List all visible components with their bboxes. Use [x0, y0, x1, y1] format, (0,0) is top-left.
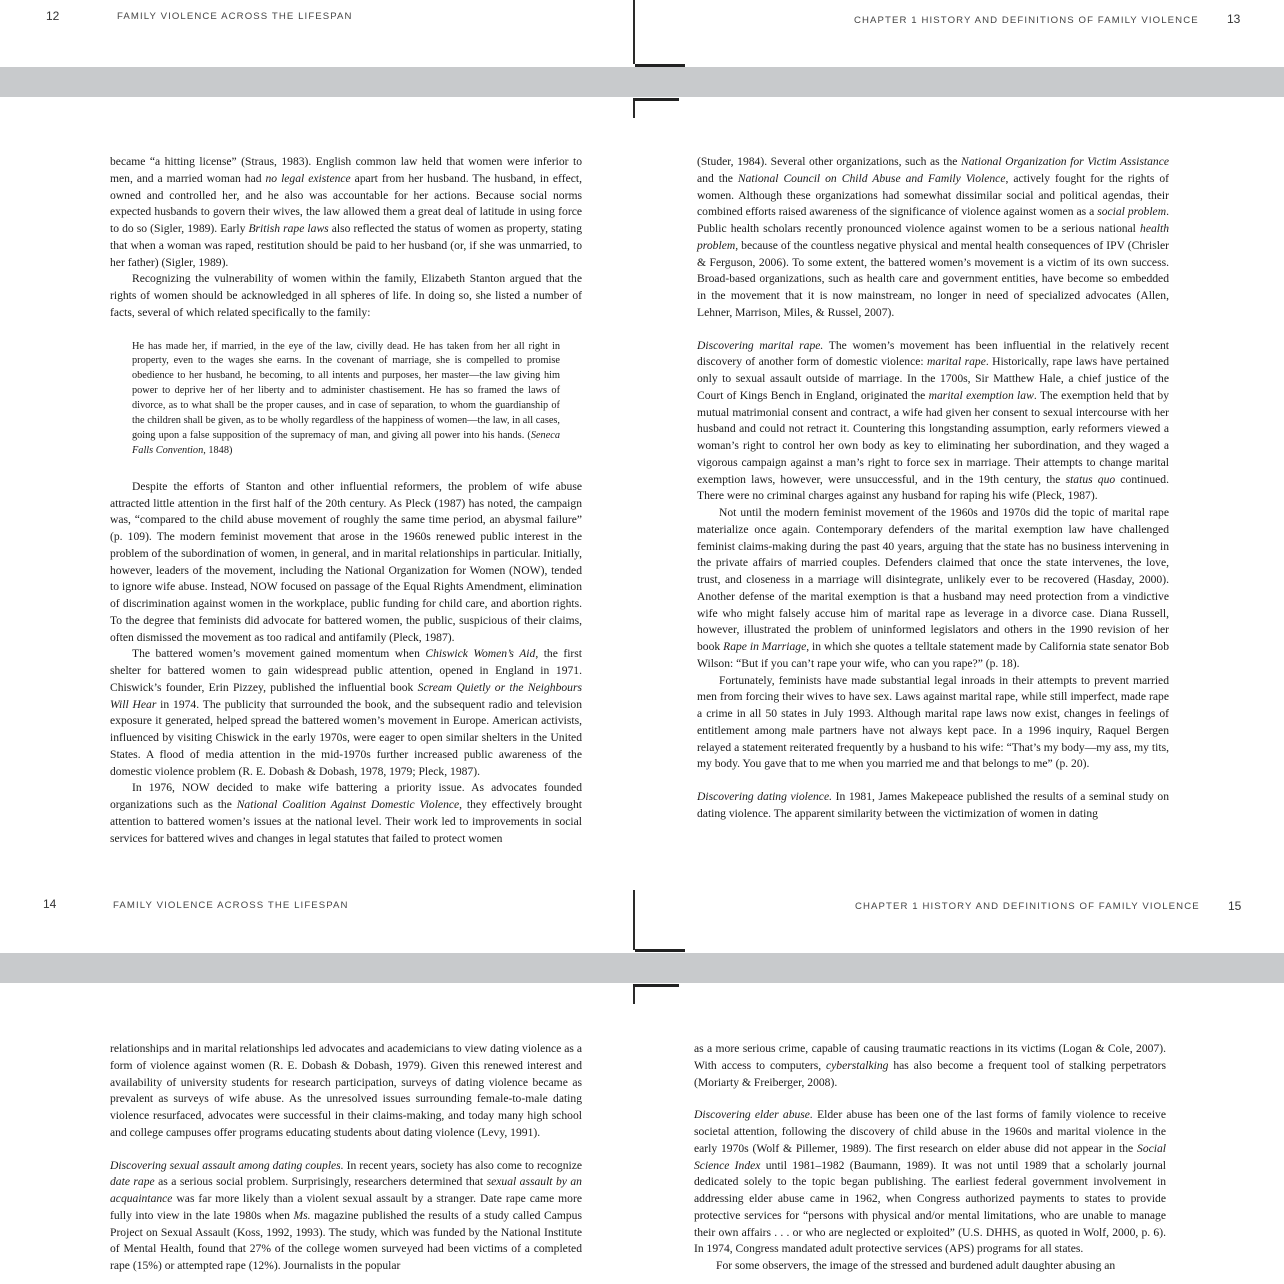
body-paragraph: Discovering sexual assault among dating couples. In recent years, society has also come to recognize date rape as a serious social problem. Surprisingly, researchers determined that sexual assault by an acquaintance was far more likely than a violent sexual assault by a stranger. Date rape came more fully into view in the late 1980s when Ms. magazine published the results of a study called Campus Project on Sexual Assault (Koss, 1992, 1993). The study, which was funded by the National Institute of Mental Health, found that 27% of the college women surveyed had been victims of a completed rape (15%) or attempted rape (12%). Journalists in the popular: [110, 1158, 583, 1272]
body-paragraph: In 1976, NOW decided to make wife battering a priority issue. As advocates founded organizations such as the National Coalition Against Domestic Violence, they effectively brought attention to battered women’s issues at the national level. Their work led to improvements in social services for battered wives and changes in legal statutes that failed to protect women: [110, 781, 582, 845]
body-paragraph: Recognizing the vulnerability of women within the family, Elizabeth Stanton argued that the rights of women should be acknowledged in all spheres of life. In doing so, she listed a number of facts, several of which related specifically to the family:: [110, 272, 582, 319]
page-number: 13: [1227, 12, 1241, 26]
page-number: 14: [43, 897, 57, 911]
page-15-body: [694, 1041, 1166, 1275]
body-paragraph: became “a hitting license” (Straus, 1983). English common law held that women were inferior to men, and a married woman had no legal existence apart from her husband. The husband, in effect, owned and controlled her, and he also was accountable for her actions. Because social norms expected husbands to govern their wives, the law allowed them a great deal of latitude in using force to do so (Sigler, 1989). Early British rape laws also reflected the status of women as property, stating that when a woman was raped, restitution should be paid to her husband (or, if she was unmarried, to her father) (Sigler, 1989).: [110, 155, 582, 269]
running-head: FAMILY VIOLENCE ACROSS THE LIFESPAN: [117, 11, 353, 22]
gutter-mark: [633, 98, 679, 101]
body-paragraph: Fortunately, feminists have made substantial legal inroads in their attempts to prevent married men from forcing their wives to have sex. Laws against marital rape, while still imperfect, made rape a crime in all 50 states in July 1993. Although marital rape laws now exist, changes in feelings of entitlement among male partners have not always kept pace. In a 1996 inquiry, Raquel Bergen relayed a statement reiterated frequently by a husband to his wife: “That’s my body—my ass, my tits, my body. You gave that to me when you married me and that belongs to me” (p. 20).: [697, 673, 1169, 771]
running-head: CHAPTER 1 HISTORY AND DEFINITIONS OF FAMILY VIOLENCE: [854, 15, 1199, 26]
body-paragraph: For some observers, the image of the stressed and burdened adult daughter abusing an: [716, 1259, 1116, 1272]
gutter-mark: [633, 984, 679, 987]
body-paragraph: relationships and in marital relationships led advocates and academicians to view dating violence as a form of violence against women (R. E. Dobash & Dobash, 1979). Given this renewed interest and availability of university students for research participation, surveys of dating violence became as prevalent as surveys of wife abuse. As the unresolved issues surrounding female-to-male dating violence resurfaced, advocates were successful in their claims-making, and today many high school and college campuses offer programs educating students about dating violence (Levy, 1991).: [110, 1042, 582, 1139]
gutter-mark: [635, 949, 685, 952]
body-paragraph: (Studer, 1984). Several other organizations, such as the National Organization for Victim Assistance and the National Council on Child Abuse and Family Violence, actively fought for the rights of women. Although these organizations had somewhat dissimilar social and political agendas, their combined efforts raised awareness of the significance of violence against women as a social problem. Public health scholars recently pronounced violence against women to be a serious national health problem, because of the countless negative physical and mental health consequences of IPV (Chrisler & Ferguson, 2006). To some extent, the battered women’s movement is a victim of its own success. Broad-based organizations, such as health care and government entities, have become so embedded in the movement that it is now mainstream, no longer in need of specialized advocates (Allen, Lehner, Marrison, Miles, & Russel, 2007).: [697, 155, 1169, 319]
page-14-body: [110, 1041, 582, 1275]
block-quote: He has made her, if married, in the eye of the law, civilly dead. He has taken from her all right in property, even to the wages she earns. In the covenant of marriage, she is compelled to promise obedience to her husband, he becoming, to all intents and purposes, her master—the law giving him power to deprive her of her liberty and to administer chastisement. He has so framed the laws of divorce, as to what shall be the proper causes, and in case of separation, to whom the guardianship of the children shall be given, as to be wholly regardless of the happiness of women—the law, in all cases, going upon a false supposition of the supremacy of man, and giving all power into his hands. (Seneca Falls Convention, 1848): [132, 340, 560, 456]
page-number: 12: [46, 9, 60, 23]
body-paragraph: as a more serious crime, capable of causing traumatic reactions in its victims (Logan & Cole, 2007). With access to computers, cyberstalking has also become a frequent tool of stalking perpetrators (Moriarty & Freiberger, 2008).: [694, 1042, 1166, 1089]
binding-gutter: [633, 0, 635, 64]
page-12-body: [110, 154, 582, 847]
body-paragraph: Discovering elder abuse. Elder abuse has been one of the last forms of family violence to receive societal attention, following the discovery of child abuse in the 1960s and marital violence in the early 1970s (Wolf & Pillemer, 1989). The first research on elder abuse did not appear in the Social Science Index until 1981–1982 (Baumann, 1989). It was not until 1989 that a scholarly journal dedicated solely to the topic began publishing. The earliest federal government involvement in addressing elder abuse came in 1962, when Congress authorized payments to states to provide protective services for “persons with physical and/or mental limitations, who are unable to manage their own affairs . . . or who are neglected or exploited” (U.S. DHHS, as quoted in Wolf, 2000, p. 6). In 1974, Congress mandated adult protective services (APS) programs for all states.: [694, 1108, 1166, 1256]
page-13-body: [697, 154, 1169, 823]
body-paragraph: Despite the efforts of Stanton and other influential reformers, the problem of wife abuse attracted little attention in the first half of the 20th century. As Pleck (1987) has noted, the campaign was, “compared to the child abuse movement of roughly the same time period, an abysmal failure” (p. 109). The modern feminist movement that arose in the 1960s renewed public interest in the problem of the subordination of women, in general, and in marital relationships in particular. Initially, however, leaders of the movement, including the National Organization for Women (NOW), tended to ignore wife abuse. Instead, NOW focused on passage of the Equal Rights Amendment, elimination of discrimination against women in the workplace, public funding for child care, and abortion rights. To the degree that feminists did advocate for battered women, the public, suspicious of their claims, often dismissed the movement as too radical and antifamily (Pleck, 1987).: [110, 479, 582, 644]
page-number: 15: [1228, 899, 1242, 913]
binding-gutter: [633, 890, 635, 950]
body-paragraph: The battered women’s movement gained momentum when Chiswick Women’s Aid, the first shelter for battered women to gain widespread public attention, opened in England in 1971. Chiswick’s founder, Erin Pizzey, published the influential book Scream Quietly or the Neighbours Will Hear in 1974. The publicity that surrounded the book, and the subsequent radio and television exposure it generated, helped spread the battered women’s movement in Europe. American activists, influenced by visiting Chiswick in the early 1970s, were eager to open similar shelters in the United States. A flood of media attention in the mid-1970s further increased public awareness of the domestic violence problem (R. E. Dobash & Dobash, 1978, 1979; Pleck, 1987).: [110, 647, 583, 778]
scan-band: [0, 953, 1284, 983]
running-head: FAMILY VIOLENCE ACROSS THE LIFESPAN: [113, 900, 349, 911]
binding-gutter: [633, 984, 635, 1004]
body-paragraph: Discovering dating violence. In 1981, James Makepeace published the results of a seminal study on dating violence. The apparent similarity between the victimization of women in dating: [697, 790, 1169, 820]
scan-band: [0, 67, 1284, 97]
body-paragraph: Discovering marital rape. The women’s movement has been influential in the relatively recent discovery of another form of domestic violence: marital rape. Historically, rape laws have pertained only to sexual assault outside of marriage. In the 1700s, Sir Matthew Hale, a chief justice of the Court of Kings Bench in England, originated the marital exemption law. The exemption held that by mutual matrimonial consent and contract, a wife had given her consent to sexual intercourse with her husband and could not retract it. Countering this longstanding assumption, early reformers viewed a woman’s right to control her own body as key to eliminating her subordination, and they waged a vigorous campaign against a man’s right to force sex in marriage. Their attempts to change marital exemption laws, however, were unsuccessful, and in the 19th century, the status quo continued. There were no criminal charges against any husband for raping his wife (Pleck, 1987).: [697, 338, 1169, 503]
gutter-mark: [635, 64, 685, 67]
running-head: CHAPTER 1 HISTORY AND DEFINITIONS OF FAMILY VIOLENCE: [855, 901, 1200, 912]
body-paragraph: Not until the modern feminist movement of the 1960s and 1970s did the topic of marital rape materialize once again. Contemporary defenders of the marital exemption law have challenged feminist claims-making during the past 40 years, arguing that the state has no business intervening in the private affairs of married couples. Defenders claimed that once the state intervenes, the love, trust, and closeness in a marriage will disintegrate, unlikely ever to be recovered (Hasday, 2000). Another defense of the marital exemption is that a husband may need protection from a vindictive wife who might falsely accuse him of marital rape as leverage in a divorce case. Diana Russell, however, illustrated the problem of uninformed legislators and others in the 1990 revision of her book Rape in Marriage, in which she quotes a telltale statement made by California state senator Bob Wilson: “But if you can’t rape your wife, who can you rape?” (p. 18).: [697, 506, 1170, 670]
binding-gutter: [633, 98, 635, 118]
